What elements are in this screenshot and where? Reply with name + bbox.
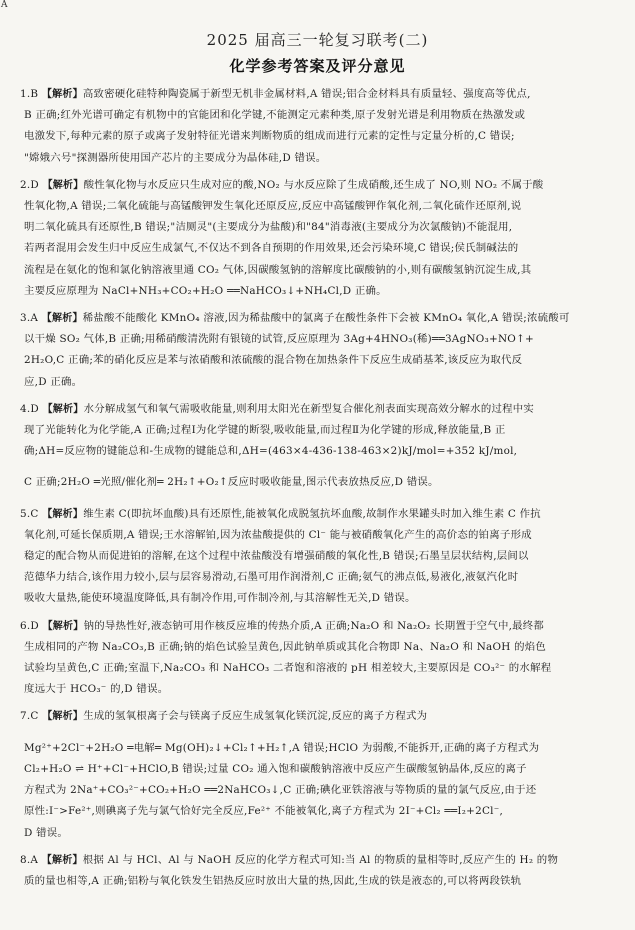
answer-text: 生成相同的产物 Na₂CO₃,B 正确;钠的焰色试验呈黄色,因此钠单质或其化合物即 Na、Na₂O 和 NaOH 的焰色 [24, 640, 547, 653]
answer-item [20, 616, 620, 701]
answer-item [20, 308, 620, 393]
answer-first-line [20, 616, 620, 637]
corner-mark: A [1, 0, 8, 10]
answer-text: 电激发下,每种元素的原子或离子发射特征光谱来判断物质的组成而进行元素的定性与定量分析的,C 错误; [24, 130, 515, 143]
answer-first-line [20, 308, 620, 329]
answer-item [20, 706, 620, 843]
question-number: 5.C [20, 507, 39, 520]
answer-text: 酸性氧化物与水反应只生成对应的酸,NO₂ 与水反应除了生成硝酸,还生成了 NO,则 NO₂ 不属于酸 [83, 178, 544, 191]
answer-text: 性氧化物,A 错误;二氧化硫能与高锰酸钾发生氧化还原反应,反应中高锰酸钾作氧化剂,二氧化硫作还原剂,说 [24, 200, 522, 213]
answer-first-line [20, 850, 620, 871]
analysis-tag: 【解析】 [41, 313, 83, 325]
answer-text: 主要反应原理为 NaCl+NH₃+CO₂+H₂O ══NaHCO₃↓+NH₄Cl,D 正确。 [24, 284, 387, 297]
answer-text: 钠的导热性好,液态钠可用作核反应堆的传热介质,A 正确;Na₂O 和 Na₂O₂ 长期置于空气中,最终都 [83, 619, 545, 632]
answer-text: 试验均呈黄色,C 正确;室温下,Na₂CO₃ 和 NaHCO₃ 二者饱和溶液的 pH 相差较大,主要原因是 CO₃²⁻ 的水解程 [24, 662, 552, 675]
answer-text: Cl₂+H₂O ⇌ H⁺+Cl⁻+HClO,B 错误;过量 CO₂ 通入饱和碳酸钠溶液中反应产生碳酸氢钠晶体,反应的离子 [24, 762, 527, 775]
answer-item [20, 399, 620, 494]
answer-text: 流程是在氨化的饱和氯化钠溶液里通 CO₂ 气体,因碳酸氢钠的溶解度比碳酸钠的小,则有碳酸氢钠沉淀生成,其 [24, 263, 532, 276]
analysis-tag: 【解析】 [42, 403, 84, 415]
answer-text: 方程式为 2Na⁺+CO₃²⁻+CO₂+H₂O ══2NaHCO₃↓,C 正确;碘化亚铁溶液与等物质的量的氯气反应,由于还 [24, 784, 537, 797]
answer-list [20, 84, 620, 898]
answer-text: 质的量也相等,A 正确;铝粉与氧化铁发生铝热反应时放出大量的热,因此,生成的铁是液态的,可以将两段铁轨 [24, 874, 522, 887]
answer-text: 维生素 C(即抗坏血酸)具有还原性,能被氧化成脱氢抗坏血酸,故制作水果罐头时加入维生素 C 作抗 [83, 507, 541, 520]
analysis-tag: 【解析】 [42, 711, 84, 723]
answer-text: 现了光能转化为化学能,A 正确;过程Ⅰ为化学键的断裂,吸收能量,而过程Ⅱ为化学键的形成,释放能量,B 正 [24, 424, 506, 437]
answer-item [20, 84, 620, 169]
question-number: 1.B [20, 88, 39, 100]
analysis-tag: 【解析】 [42, 620, 84, 632]
answer-text: 若两者混用会发生归中反应生成氯气,不仅达不到各自预期的作用效果,还会污染环境,C 错误;侯氏制碱法的 [24, 242, 519, 255]
answer-text: D 错误。 [24, 826, 69, 839]
answer-text: Mg²⁺+2Cl⁻+2H₂O ═电解═ Mg(OH)₂↓+Cl₂↑+H₂↑,A 错误;HClO 为弱酸,不能拆开,正确的离子方程式为 [24, 741, 540, 754]
exam-title: 2025 届高三一轮复习联考(二) [206, 31, 429, 49]
answer-text: 水分解成氢气和氧气需吸收能量,则利用太阳光在新型复合催化剂表面实现高效分解水的过程中实 [83, 402, 535, 415]
question-number: 4.D [20, 402, 39, 415]
question-number: 6.D [20, 619, 39, 632]
answer-item [20, 175, 620, 302]
answer-text: 以干燥 SO₂ 气体,B 正确;用稀硝酸清洗附有银镜的试管,反应原理为 3Ag+4HNO₃(稀)══3AgNO₃+NO↑+ [24, 333, 534, 346]
answer-item [20, 504, 620, 610]
answer-first-line [20, 399, 620, 420]
answer-text: 稀盐酸不能酸化 KMnO₄ 溶液,因为稀盐酸中的氯离子在酸性条件下会被 KMnO₄ 氧化,A 错误;浓硫酸可 [82, 312, 570, 325]
analysis-tag: 【解析】 [42, 508, 84, 520]
answer-first-line [20, 504, 620, 525]
answer-text: 高致密硬化硅特种陶瓷属于新型无机非金属材料,A 错误;铝合金材料具有质量轻、强度高等优点, [82, 88, 531, 100]
question-number: 7.C [20, 710, 39, 723]
answer-text: 稳定的配合物从而促进铂的溶解,在这个过程中浓盐酸没有增强硝酸的氧化性,B 错误;石墨呈层状结构,层间以 [24, 550, 529, 563]
question-number: 2.D [20, 178, 39, 191]
answer-item [20, 850, 620, 892]
analysis-tag: 【解析】 [42, 179, 84, 191]
answer-key-subtitle: 化学参考答案及评分意见 [229, 57, 406, 75]
analysis-tag: 【解析】 [41, 89, 83, 100]
question-number: 8.A [20, 853, 39, 866]
question-number: 3.A [20, 312, 39, 325]
answer-text: 确;ΔH=反应物的键能总和-生成物的键能总和,ΔH=(463×4-436-138-463×2)kJ/mol=+352 kJ/mol, [24, 445, 518, 458]
answer-text: 吸收大量热,能使环境温度降低,具有制冷作用,可作制冷剂,与其溶解性无关,D 错误。 [24, 592, 416, 605]
answer-text: B 正确;红外光谱可确定有机物中的官能团和化学键,不能测定元素种类,原子发射光谱是利用物质在热激发或 [24, 109, 526, 122]
analysis-tag: 【解析】 [41, 854, 83, 866]
answer-first-line [20, 175, 620, 196]
answer-text: 根据 Al 与 HCl、Al 与 NaOH 反应的化学方程式可知:当 Al 的物质的量相等时,反应产生的 H₂ 的物 [82, 853, 559, 866]
answer-text: 生成的氢氧根离子会与镁离子反应生成氢氧化镁沉淀,反应的离子方程式为 [83, 710, 428, 723]
answer-text: 明二氧化硫具有还原性,B 错误;"洁厕灵"(主要成分为盐酸)和"84"消毒液(主要成分为次氯酸钠)不能混用, [24, 221, 513, 234]
answer-text: 度远大于 HCO₃⁻ 的,D 错误。 [24, 683, 169, 696]
answer-text: "嫦娥六号"探测器所使用国产芯片的主要成分为晶体硅,D 错误。 [24, 151, 327, 164]
answer-text: 2H₂O,C 正确;苯的硝化反应是苯与浓硝酸和浓硫酸的混合物在加热条件下反应生成硝基苯,该反应为取代反 [24, 354, 523, 367]
answer-first-line [20, 706, 620, 727]
answer-text: 范德华力结合,该作用力较小,层与层容易滑动,石墨可用作润滑剂,C 正确;氨气的沸点低,易液化,液氨汽化时 [24, 571, 519, 584]
answer-text: 氧化剂,可延长保质期,A 错误;王水溶解铂,因为浓盐酸提供的 Cl⁻ 能与被硝酸氧化产生的高价态的铂离子形成 [24, 528, 532, 541]
answer-text: 原性:I⁻>Fe²⁺,则碘离子先与氯气恰好完全反应,Fe²⁺ 不能被氧化,离子方程式为 2I⁻+Cl₂ ══I₂+2Cl⁻, [24, 805, 504, 818]
answer-first-line [20, 84, 620, 105]
answer-text: C 正确;2H₂O ═光照/催化剂═ 2H₂↑+O₂↑反应时吸收能量,图示代表放热反应,D 错误。 [24, 476, 439, 489]
answer-text: 应,D 正确。 [24, 375, 83, 388]
